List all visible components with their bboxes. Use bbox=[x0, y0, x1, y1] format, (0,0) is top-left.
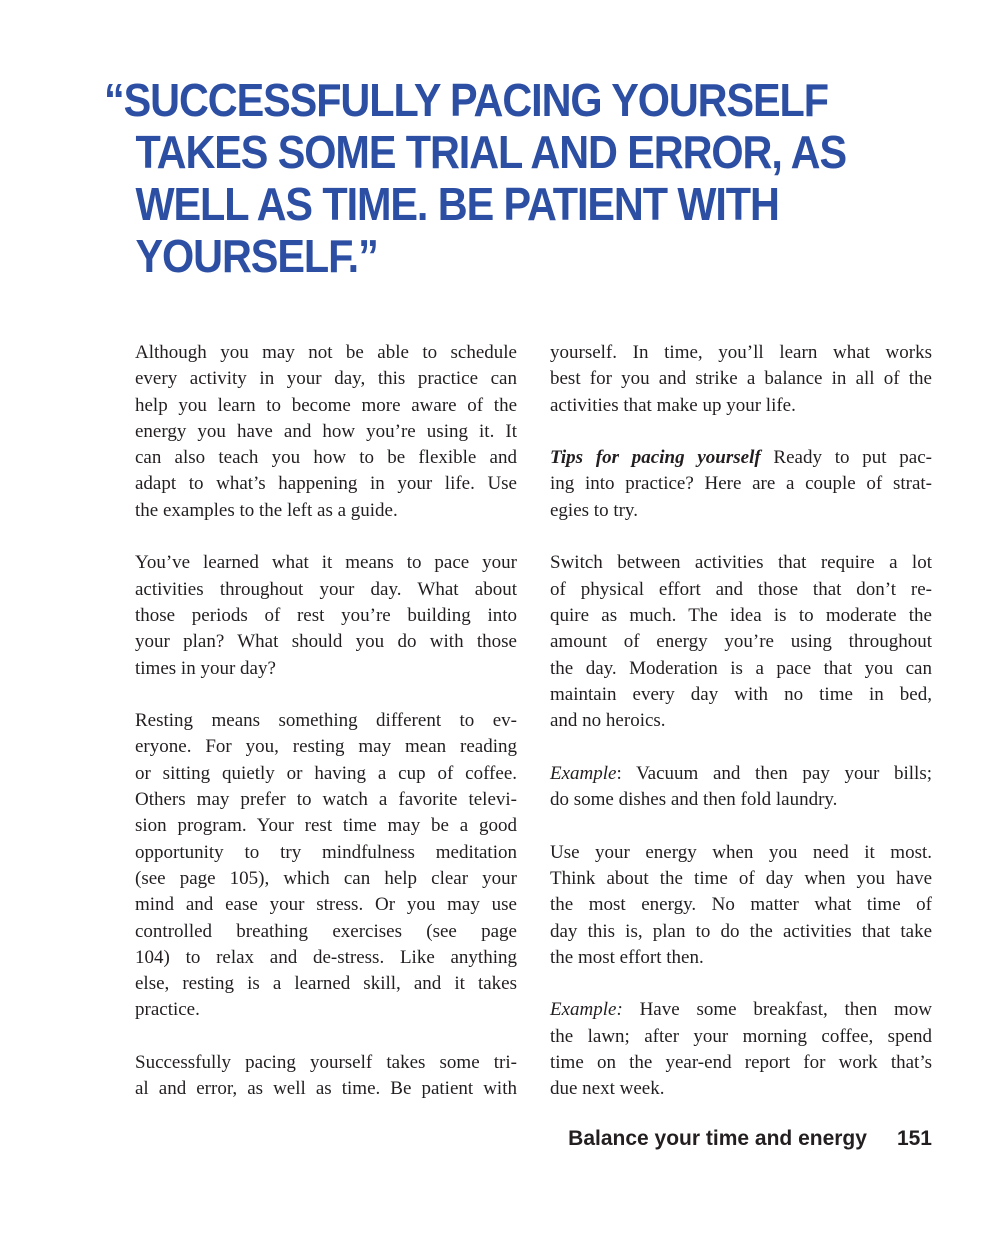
text-line: practice. bbox=[135, 999, 200, 1021]
text-line: or sitting quietly or having a cup of coffee. bbox=[135, 762, 517, 784]
text-line: amount of energy you’re using throughout bbox=[550, 631, 932, 653]
text-line: best for you and strike a balance in all of the bbox=[550, 368, 932, 390]
paragraph-switch-activities bbox=[550, 550, 932, 734]
page-number: 151 bbox=[896, 1127, 932, 1150]
text-line: energy you have and how you’re using it. It bbox=[135, 420, 517, 442]
example-label: Example: bbox=[550, 999, 623, 1021]
section-title: Balance your time and energy bbox=[568, 1127, 867, 1150]
text-line: can also teach you how to be flexible and bbox=[135, 447, 517, 469]
paragraph-use-energy bbox=[550, 840, 932, 971]
text-run: : Vacuum and then pay your bills; bbox=[616, 762, 932, 784]
text-line: You’ve learned what it means to pace your bbox=[135, 552, 517, 574]
paragraph-schedule bbox=[135, 340, 517, 524]
text-line: ing into practice? Here are a couple of strat- bbox=[550, 473, 932, 495]
text-line: the day. Moderation is a pace that you can bbox=[550, 657, 932, 679]
text-line: controlled breathing exercises (see page bbox=[135, 920, 517, 942]
text-line: due next week. bbox=[550, 1078, 665, 1100]
text-line: your plan? What should you do with those bbox=[135, 631, 517, 653]
text-line bbox=[550, 997, 932, 1023]
page-footer bbox=[568, 1127, 932, 1151]
text-line: sion program. Your rest time may be a good bbox=[135, 815, 517, 837]
text-line: eryone. For you, resting may mean reading bbox=[135, 736, 517, 758]
text-line: Switch between activities that require a lot bbox=[550, 552, 932, 574]
left-column bbox=[135, 340, 517, 1129]
text-line: maintain every day with no time in bed, bbox=[550, 683, 932, 705]
paragraph-balance bbox=[550, 340, 932, 419]
text-line: Others may prefer to watch a favorite televi- bbox=[135, 789, 517, 811]
text-line: the examples to the left as a guide. bbox=[135, 499, 398, 521]
text-line: every activity in your day, this practice can bbox=[135, 368, 517, 390]
text-line: yourself. In time, you’ll learn what works bbox=[550, 342, 932, 363]
paragraph-rest-periods bbox=[135, 550, 517, 681]
paragraph-tips bbox=[550, 445, 932, 524]
paragraph-patience bbox=[135, 1050, 517, 1103]
pull-quote-line: WELL AS TIME. BE PATIENT WITH bbox=[135, 178, 779, 230]
pull-quote-line: YOURSELF.” bbox=[135, 230, 378, 282]
example-label: Example bbox=[550, 762, 617, 784]
text-line: opportunity to try mindfulness meditation bbox=[135, 841, 517, 863]
paragraph-example-chores bbox=[550, 761, 932, 814]
paragraph-resting bbox=[135, 708, 517, 1024]
text-line: activities throughout your day. What about bbox=[135, 578, 517, 600]
text-line: do some dishes and then fold laundry. bbox=[550, 789, 838, 811]
text-line: mind and ease your stress. Or you may use bbox=[135, 894, 517, 916]
text-line: else, resting is a learned skill, and it takes bbox=[135, 973, 517, 995]
text-line: the lawn; after your morning coffee, spend bbox=[550, 1025, 932, 1047]
text-line: al and error, as well as time. Be patient with bbox=[135, 1078, 517, 1100]
pull-quote-line: “SUCCESSFULLY PACING YOURSELF bbox=[104, 74, 828, 126]
text-line: the most energy. No matter what time of bbox=[550, 894, 932, 916]
text-line: egies to try. bbox=[550, 499, 638, 521]
tips-heading: Tips for pacing yourself bbox=[550, 447, 761, 469]
text-line: and no heroics. bbox=[550, 710, 666, 732]
text-run: Ready to put pac- bbox=[760, 447, 932, 469]
text-line: 104) to relax and de-stress. Like anything bbox=[135, 946, 517, 968]
text-line: Think about the time of day when you have bbox=[550, 867, 932, 889]
text-line: those periods of rest you’re building into bbox=[135, 604, 517, 626]
pull-quote bbox=[104, 74, 847, 282]
text-line: activities that make up your life. bbox=[550, 394, 796, 416]
text-line: adapt to what’s happening in your life. Use bbox=[135, 473, 517, 495]
text-line: Resting means something different to ev- bbox=[135, 710, 517, 732]
text-line: help you learn to become more aware of the bbox=[135, 394, 517, 416]
text-line: the most effort then. bbox=[550, 946, 704, 968]
right-column bbox=[550, 340, 932, 1129]
text-line: quire as much. The idea is to moderate the bbox=[550, 604, 932, 626]
text-line bbox=[550, 761, 932, 787]
text-line: Although you may not be able to schedule bbox=[135, 342, 517, 363]
text-line: Successfully pacing yourself takes some tri- bbox=[135, 1052, 517, 1074]
text-line: time on the year-end report for work that’s bbox=[550, 1052, 932, 1074]
text-line: of physical effort and those that don’t re- bbox=[550, 578, 932, 600]
text-run: Have some breakfast, then mow bbox=[622, 999, 932, 1021]
paragraph-example-morning bbox=[550, 997, 932, 1102]
text-line: times in your day? bbox=[135, 657, 276, 679]
text-line: (see page 105), which can help clear your bbox=[135, 867, 517, 889]
text-line bbox=[550, 445, 932, 471]
text-line: day this is, plan to do the activities that take bbox=[550, 920, 932, 942]
pull-quote-line: TAKES SOME TRIAL AND ERROR, AS bbox=[135, 126, 847, 178]
text-line: Use your energy when you need it most. bbox=[550, 841, 932, 863]
